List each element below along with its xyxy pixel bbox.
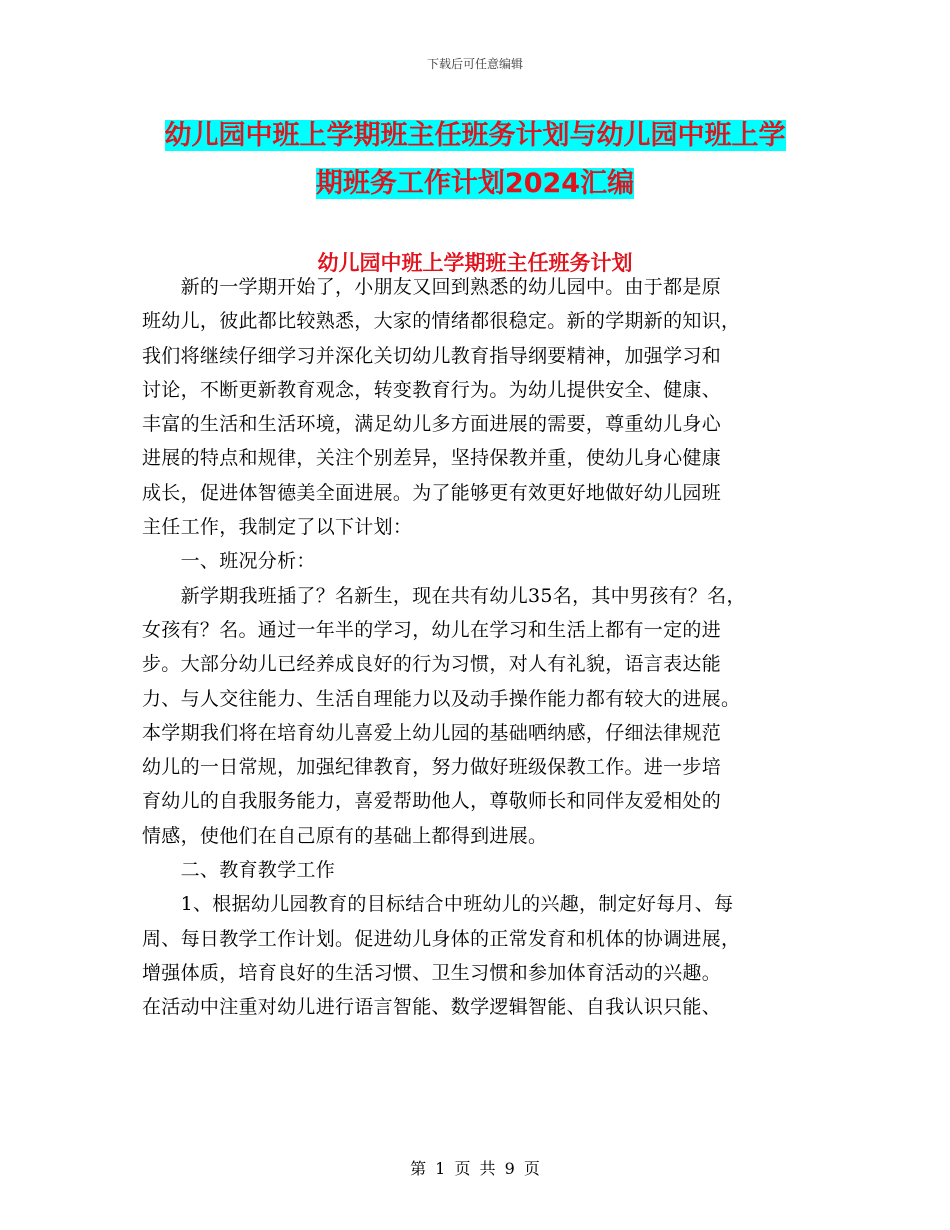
- body-line: 1、根据幼儿园教育的目标结合中班幼儿的兴趣，制定好每月、每: [142, 893, 734, 916]
- body-line: 我们将继续仔细学习并深化关切幼儿教育指导纲要精神，加强学习和: [142, 344, 722, 367]
- page-footer: 第 1 页 共 9 页: [410, 1159, 540, 1178]
- body-line: 新学期我班插了？名新生，现在共有幼儿35名，其中男孩有？名，: [142, 584, 746, 607]
- body-line: 情感，使他们在自己原有的基础上都得到进展。: [142, 824, 548, 847]
- body-line: 女孩有？名。通过一年半的学习，幼儿在学习和生活上都有一定的进: [142, 618, 722, 641]
- body-line: 增强体质，培育良好的生活习惯、卫生习惯和参加体育活动的兴趣。: [142, 961, 722, 984]
- body-line: 在活动中注重对幼儿进行语言智能、数学逻辑智能、自我认识只能、: [142, 996, 722, 1019]
- body-line: 进展的特点和规律，关注个别差异，坚持保教并重，使幼儿身心健康: [142, 447, 722, 470]
- body-line: 新的一学期开始了，小朋友又回到熟悉的幼儿园中。由于都是原: [142, 276, 722, 298]
- body-line: 周、每日教学工作计划。促进幼儿身体的正常发育和机体的协调进展，: [142, 927, 741, 950]
- body-line: 一、班况分析：: [142, 550, 316, 573]
- body-line: 本学期我们将在培育幼儿喜爱上幼儿园的基础哂纳感，仔细法律规范: [142, 721, 722, 744]
- document-title-line-1: [140, 112, 810, 160]
- body-line: 力、与人交往能力、生活自理能力以及动手操作能力都有较大的进展。: [142, 687, 741, 710]
- header-note: 下载后可任意编辑: [426, 57, 523, 71]
- body-line: 班幼儿，彼此都比较熟悉，大家的情绪都很稳定。新的学期新的知识，: [142, 310, 741, 333]
- body-text: [142, 270, 814, 1025]
- body-line: 二、教育教学工作: [142, 859, 336, 882]
- body-line: 步。大部分幼儿已经养成良好的行为习惯，对人有礼貌，语言表达能: [142, 653, 722, 676]
- document-title-line-1-text: 幼儿园中班上学期班主任班务计划与幼儿园中班上学: [164, 120, 786, 151]
- body-line: 丰富的生活和生活环境，满足幼儿多方面进展的需要，尊重幼儿身心: [142, 413, 722, 436]
- body-line: 育幼儿的自我服务能力，喜爱帮助他人，尊敬师长和同伴友爱相处的: [142, 790, 722, 813]
- section-title: 幼儿园中班上学期班主任班务计划: [317, 251, 633, 275]
- body-line: 主任工作，我制定了以下计划：: [142, 516, 413, 539]
- document-title-line-2: [140, 160, 810, 208]
- body-line: 幼儿的一日常规，加强纪律教育，努力做好班级保教工作。进一步培: [142, 756, 722, 779]
- document-title: [140, 112, 810, 208]
- body-line: 讨论，不断更新教育观念，转变教育行为。为幼儿提供安全、健康、: [142, 378, 722, 401]
- document-title-line-2-text: 期班务工作计划2024汇编: [315, 168, 635, 199]
- body-line: 成长，促进体智德美全面进展。为了能够更有效更好地做好幼儿园班: [142, 481, 722, 504]
